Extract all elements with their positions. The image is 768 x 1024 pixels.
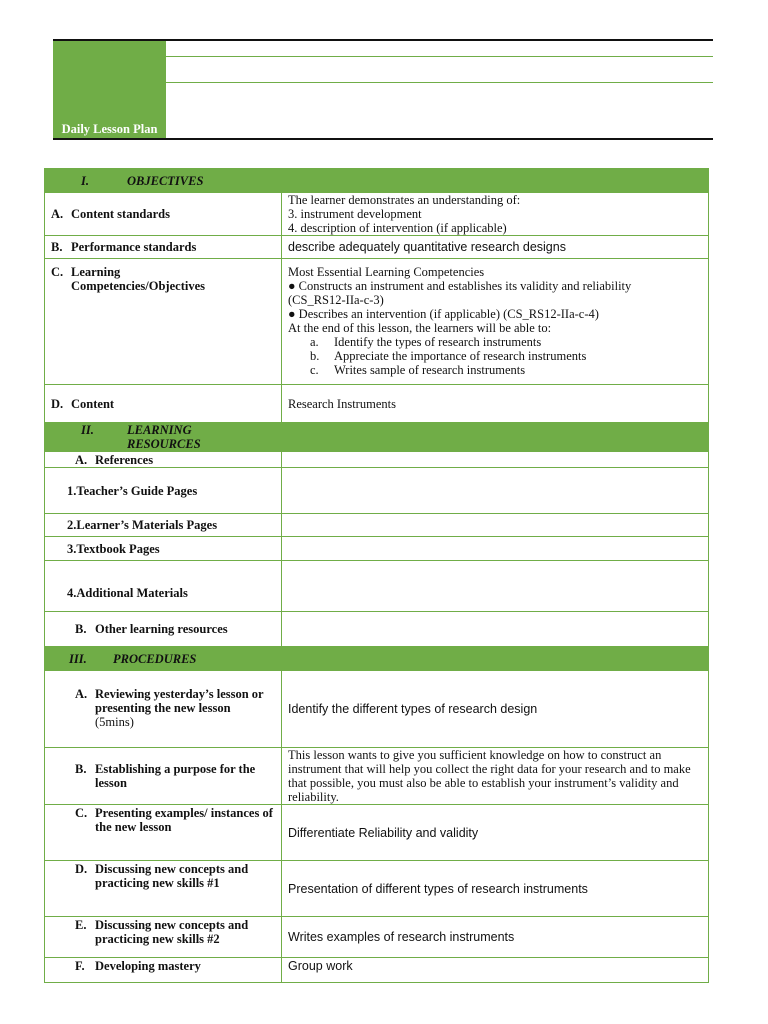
table-row xyxy=(45,561,709,612)
row-marker: D. xyxy=(75,862,88,876)
table-row xyxy=(45,385,709,423)
section-label: RESOURCES xyxy=(127,437,201,451)
competencies-value: Most Essential Learning Competencies ● Constructs an instrument and establishes its validity and reliability (CS_RS12-IIa-c-3) ● Describes an intervention (if applicable) (CS_RS12-IIa-c-4) At the end of this lesson, the learners will be able to: a. Identify the types of research instruments b. Appreciate the importance of research instruments c. Writes sample of research instruments xyxy=(282,259,709,385)
table-row xyxy=(45,236,709,259)
learners-materials-value xyxy=(282,514,709,537)
list-item: c. Writes sample of research instruments xyxy=(310,363,526,377)
textbook-value xyxy=(282,537,709,561)
section-label: OBJECTIVES xyxy=(127,173,204,188)
procedure-value: Differentiate Reliability and validity xyxy=(282,805,709,861)
content-value: Research Instruments xyxy=(282,385,709,423)
row-label: Discussing new concepts and practicing new skills #1 xyxy=(95,862,249,890)
performance-standards-value: describe adequately quantitative research designs xyxy=(282,236,709,259)
row-marker: D. xyxy=(51,396,64,411)
procedure-value: Writes examples of research instruments xyxy=(282,917,709,958)
table-row xyxy=(45,917,709,958)
header-divider xyxy=(166,56,713,57)
row-marker: 4. xyxy=(67,586,77,600)
table-row xyxy=(45,514,709,537)
list-item: b. Appreciate the importance of research instruments xyxy=(310,349,587,363)
row-marker: B. xyxy=(75,762,87,776)
list-item: a. Identify the types of research instruments xyxy=(310,335,542,349)
section-number: II. xyxy=(81,423,94,437)
procedure-value: This lesson wants to give you sufficient knowledge on how to construct an instrument that will help you collect the right data for your research and to make that possible, you must also be able to establish your instrument’s validity and reliability. xyxy=(282,748,709,805)
section-learning-resources xyxy=(45,423,709,452)
table-row xyxy=(45,452,709,468)
row-label: Content xyxy=(71,396,115,411)
additional-materials-value xyxy=(282,561,709,612)
row-label: Teacher’s Guide Pages xyxy=(76,483,198,498)
row-marker: 1. xyxy=(67,483,77,498)
section-number: I. xyxy=(81,173,89,188)
row-marker: E. xyxy=(75,918,87,932)
table-row xyxy=(45,259,709,385)
content-standards-value: The learner demonstrates an understanding of: 3. instrument development 4. description of intervention (if applicable) xyxy=(282,193,709,236)
row-label: Establishing a purpose for the lesson xyxy=(95,762,256,790)
procedure-value: Presentation of different types of research instruments xyxy=(282,861,709,917)
table-row xyxy=(45,612,709,647)
row-marker: B. xyxy=(51,240,63,254)
section-objectives xyxy=(45,169,709,193)
row-marker: 3. xyxy=(67,541,77,556)
teachers-guide-value xyxy=(282,468,709,514)
header-divider xyxy=(166,82,713,83)
row-marker: B. xyxy=(75,622,87,636)
table-row xyxy=(45,748,709,805)
header-title-cell xyxy=(53,41,166,138)
table-row xyxy=(45,958,709,983)
row-label: Discussing new concepts and practicing new skills #2 xyxy=(95,918,249,946)
row-label: Other learning resources xyxy=(95,622,228,636)
procedure-value: Identify the different types of research design xyxy=(282,671,709,748)
row-label: References xyxy=(95,452,154,467)
row-label: Performance standards xyxy=(71,240,197,254)
row-label: Content standards xyxy=(71,207,170,221)
row-marker: C. xyxy=(51,265,64,279)
section-label: PROCEDURES xyxy=(113,651,197,666)
row-label: Competencies/Objectives xyxy=(71,279,205,293)
row-marker: 2. xyxy=(67,518,77,532)
row-label: Reviewing yesterday’s lesson or presenting the new lesson xyxy=(95,687,264,715)
table-row xyxy=(45,671,709,748)
row-label: Additional Materials xyxy=(76,586,188,600)
row-label: Developing mastery xyxy=(95,959,201,973)
header-title: Daily Lesson Plan xyxy=(61,122,158,136)
lesson-plan-table xyxy=(44,168,709,983)
row-marker: A. xyxy=(75,687,88,701)
table-row xyxy=(45,805,709,861)
table-row xyxy=(45,537,709,561)
row-label: Learner’s Materials Pages xyxy=(76,518,218,532)
row-marker: C. xyxy=(75,806,88,820)
table-row xyxy=(45,468,709,514)
lesson-plan-header xyxy=(53,39,713,140)
procedure-value: Group work xyxy=(282,958,709,983)
row-marker: A. xyxy=(75,452,88,467)
row-label: Learning xyxy=(71,265,121,279)
table-row xyxy=(45,193,709,236)
section-label: LEARNING xyxy=(127,423,192,437)
other-resources-value xyxy=(282,612,709,647)
row-marker: A. xyxy=(51,207,64,221)
table-row xyxy=(45,861,709,917)
row-marker: F. xyxy=(75,959,85,973)
row-label: Presenting examples/ instances of the new lesson xyxy=(95,806,273,834)
row-label: Textbook Pages xyxy=(76,541,160,556)
row-note: (5mins) xyxy=(95,715,134,729)
section-procedures xyxy=(45,647,709,671)
references-value xyxy=(282,452,709,468)
section-number: III. xyxy=(69,651,87,666)
